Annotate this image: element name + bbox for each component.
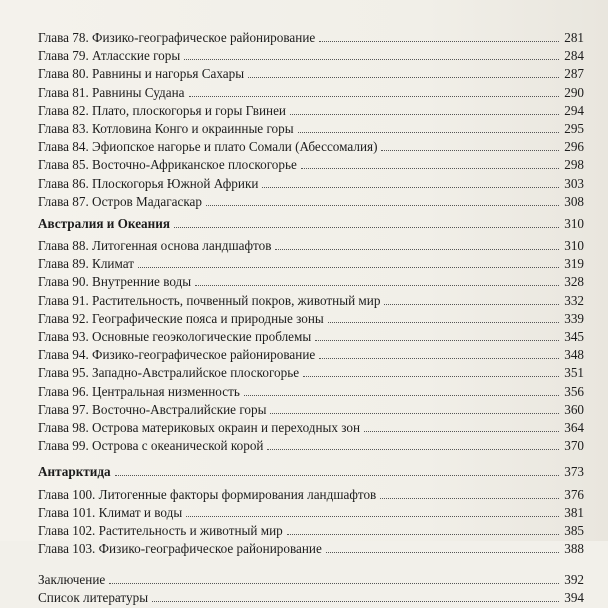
toc-entry-page: 328	[564, 274, 584, 290]
toc-entry-page: 356	[564, 383, 584, 399]
leader-dots	[138, 267, 559, 268]
toc-entry-page: 287	[564, 66, 584, 82]
toc-entry-chapter-89[interactable]	[38, 255, 584, 273]
toc-section-antarctica[interactable]	[38, 463, 584, 481]
leader-dots	[384, 304, 559, 305]
toc-entry-title: Глава 100. Литогенные факторы формирования ландшафтов	[38, 486, 377, 502]
leader-dots	[206, 205, 559, 206]
leader-dots	[319, 358, 559, 359]
toc-entry-chapter-80[interactable]	[38, 65, 584, 83]
toc-entry-chapter-97[interactable]	[38, 401, 584, 419]
toc-entry-page: 303	[564, 175, 584, 191]
toc-entry-chapter-99[interactable]	[38, 437, 584, 455]
toc-entry-title: Глава 93. Основные геоэкологические проблемы	[38, 329, 312, 344]
toc-entry-page: 394	[564, 590, 584, 606]
toc-entry-page: 281	[564, 30, 584, 45]
toc-entry-page: 381	[564, 504, 584, 520]
toc-entry-title: Глава 79. Атласские горы	[38, 48, 181, 64]
toc-entry-page: 308	[564, 193, 584, 209]
toc-entry-page: 332	[564, 292, 584, 308]
leader-dots	[275, 249, 559, 250]
toc-entry-title: Глава 102. Растительность и животный мир	[38, 522, 283, 538]
toc-entry-page: 294	[564, 102, 584, 118]
toc-entry-chapter-100[interactable]	[38, 486, 584, 504]
toc-entry-title: Глава 89. Климат	[38, 256, 135, 272]
toc-entry-title: Глава 95. Западно-Австралийское плоскогорье	[38, 365, 300, 381]
toc-entry-chapter-85[interactable]	[38, 156, 584, 174]
toc-entry-chapter-102[interactable]	[38, 522, 584, 540]
leader-dots	[109, 583, 559, 584]
toc-entry-title: Глава 101. Климат и воды	[38, 504, 183, 520]
toc-entry-title: Глава 94. Физико-географическое районирование	[38, 347, 316, 363]
leader-dots	[189, 96, 560, 97]
toc-entry-chapter-82[interactable]	[38, 102, 584, 120]
leader-dots	[298, 132, 559, 133]
toc-section-page: 373	[564, 464, 584, 480]
toc-entry-chapter-78[interactable]	[38, 29, 584, 47]
toc-entry-page: 290	[564, 84, 584, 100]
leader-dots	[195, 285, 559, 286]
toc-entry-chapter-92[interactable]	[38, 310, 584, 328]
toc-entry-page: 351	[564, 365, 584, 381]
toc-entry-chapter-94[interactable]	[38, 346, 584, 364]
leader-dots	[290, 114, 559, 115]
leader-dots	[262, 187, 559, 188]
leader-dots	[287, 534, 559, 535]
leader-dots	[303, 376, 559, 377]
toc-entry-page: 298	[564, 157, 584, 173]
toc-entry-page: 392	[564, 572, 584, 588]
leader-dots	[364, 431, 559, 432]
toc-entry-chapter-101[interactable]	[38, 504, 584, 522]
leader-dots	[301, 168, 559, 169]
toc-entry-page: 295	[564, 120, 584, 136]
toc-entry-page: 348	[564, 347, 584, 363]
toc-entry-page: 385	[564, 522, 584, 538]
toc-entry-title: Глава 87. Остров Мадагаскар	[38, 193, 202, 209]
toc-entry-title: Глава 80. Равнины и нагорья Сахары	[38, 66, 245, 82]
toc-entry-title: Глава 103. Физико-географическое районирование	[38, 541, 322, 557]
toc-entry-bibliography[interactable]	[38, 589, 584, 607]
toc-entry-page: 339	[564, 310, 584, 326]
leader-dots	[186, 516, 559, 517]
toc-entry-title: Список литературы	[38, 590, 149, 606]
toc-entry-title: Глава 99. Острова с океанической корой	[38, 438, 264, 454]
toc-entry-title: Глава 92. Географические пояса и природные зоны	[38, 310, 324, 326]
toc-entry-title: Глава 96. Центральная низменность	[38, 383, 240, 399]
toc-entry-chapter-87[interactable]	[38, 193, 584, 211]
toc-entry-page: 388	[564, 541, 584, 557]
toc-section-title: Антарктида	[38, 464, 111, 480]
spacer	[38, 455, 584, 463]
toc-entry-title: Глава 86. Плоскогорья Южной Африки	[38, 175, 259, 191]
leader-dots	[381, 150, 559, 151]
toc-entry-title: Глава 88. Литогенная основа ландшафтов	[38, 238, 272, 254]
leader-dots	[270, 413, 559, 414]
toc-entry-chapter-103[interactable]	[38, 540, 584, 558]
toc-entry-title: Глава 84. Эфиопское нагорье и плато Сомали (Абессомалия)	[38, 139, 378, 155]
toc-entry-page: 370	[564, 438, 584, 454]
toc-entry-title: Глава 83. Котловина Конго и окраинные горы	[38, 120, 294, 136]
toc-entry-title: Глава 81. Равнины Судана	[38, 84, 185, 100]
toc-entry-title: Глава 78. Физико-географическое районирование	[38, 30, 316, 45]
toc-entry-title: Глава 97. Восточно-Австралийские горы	[38, 401, 267, 417]
toc-entry-page: 376	[564, 486, 584, 502]
toc-entry-page: 345	[564, 329, 584, 344]
toc-entry-title: Глава 85. Восточно-Африканское плоскогорье	[38, 157, 297, 173]
toc-section-page: 310	[564, 215, 584, 231]
toc-section-australia[interactable]	[38, 215, 584, 233]
toc-section-title: Австралия и Океания	[38, 215, 170, 231]
toc-entry-chapter-81[interactable]	[38, 84, 584, 102]
leader-dots	[267, 449, 559, 450]
leader-dots	[328, 322, 559, 323]
toc-entry-conclusion[interactable]	[38, 571, 584, 589]
table-of-contents	[38, 29, 584, 608]
leader-dots	[319, 41, 559, 42]
leader-dots	[184, 59, 559, 60]
toc-entry-chapter-86[interactable]	[38, 175, 584, 193]
toc-entry-chapter-83[interactable]	[38, 120, 584, 138]
leader-dots	[326, 552, 559, 553]
leader-dots	[152, 601, 559, 602]
toc-entry-chapter-88[interactable]	[38, 237, 584, 255]
toc-entry-page: 319	[564, 256, 584, 272]
toc-entry-page: 284	[564, 48, 584, 64]
toc-entry-title: Глава 82. Плато, плоскогорья и горы Гвинеи	[38, 102, 286, 118]
leader-dots	[244, 395, 559, 396]
leader-dots	[380, 498, 559, 499]
toc-entry-page: 310	[564, 238, 584, 254]
leader-dots	[315, 340, 559, 341]
toc-entry-page: 364	[564, 419, 584, 435]
toc-entry-title: Глава 91. Растительность, почвенный покров, животный мир	[38, 292, 381, 308]
toc-entry-chapter-79[interactable]	[38, 47, 584, 65]
spacer	[38, 558, 584, 571]
leader-dots	[174, 227, 559, 228]
toc-entry-chapter-91[interactable]	[38, 292, 584, 310]
leader-dots	[115, 475, 559, 476]
toc-entry-chapter-98[interactable]	[38, 419, 584, 437]
toc-entry-page: 360	[564, 401, 584, 417]
toc-entry-chapter-96[interactable]	[38, 383, 584, 401]
toc-entry-chapter-90[interactable]	[38, 273, 584, 291]
toc-entry-page: 296	[564, 139, 584, 155]
toc-entry-chapter-84[interactable]	[38, 138, 584, 156]
toc-entry-chapter-93[interactable]	[38, 328, 584, 346]
toc-entry-title: Глава 90. Внутренние воды	[38, 274, 192, 290]
leader-dots	[248, 77, 559, 78]
toc-entry-title: Глава 98. Острова материковых окраин и переходных зон	[38, 419, 361, 435]
toc-entry-title: Заключение	[38, 572, 106, 588]
toc-entry-chapter-95[interactable]	[38, 364, 584, 382]
